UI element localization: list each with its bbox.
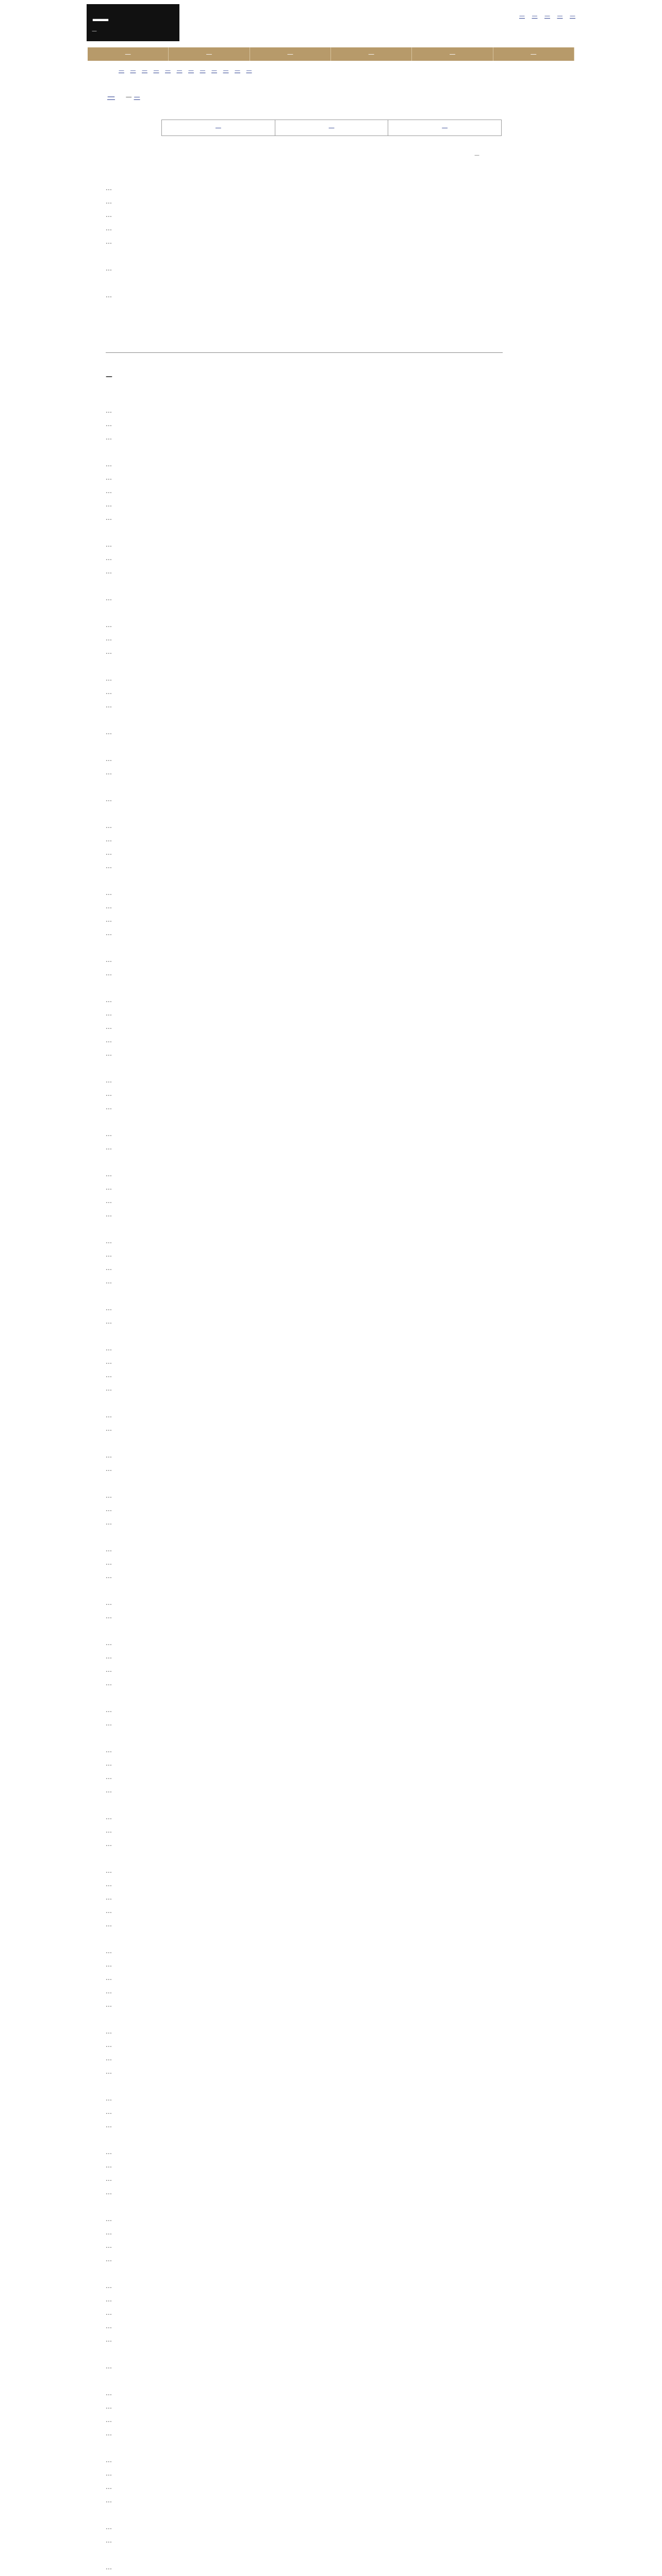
novel-title-line [107, 92, 551, 101]
body-line: … [106, 2309, 112, 2316]
body-line: … [106, 568, 112, 575]
body-line: … [106, 1988, 112, 1995]
body-blank-line [106, 2266, 534, 2279]
body-line: … [106, 675, 112, 682]
novel-menu-item-10[interactable]: — [223, 67, 229, 74]
body-blank-line [106, 1583, 534, 1596]
body-line: … [106, 688, 112, 696]
body-line: … [106, 1680, 112, 1687]
body-line: … [106, 2122, 112, 2129]
body-blank-line [106, 1690, 534, 1703]
body-blank-line [106, 1435, 534, 1449]
body-line: … [106, 1921, 112, 1928]
body-line: … [106, 1371, 112, 1379]
body-line: … [106, 769, 112, 776]
body-blank-line [106, 658, 534, 672]
section-title: — [106, 373, 112, 381]
body-line: … [106, 1814, 112, 1821]
body-line: … [106, 1706, 112, 1714]
body-line: … [106, 1197, 112, 1205]
body-line: … [106, 621, 112, 629]
body-blank-line [106, 2078, 534, 2092]
body-line: … [106, 2470, 112, 2477]
body-blank-line [106, 1851, 534, 1864]
novel-menu-item-6[interactable]: — [176, 67, 183, 74]
body-line: … [106, 2523, 112, 2531]
top-link-5[interactable]: — [570, 12, 575, 19]
nav-item-5[interactable]: — [412, 47, 493, 61]
body-line: … [106, 1090, 112, 1097]
body-blank-line [106, 739, 534, 752]
nav-item-6[interactable]: — [493, 47, 574, 61]
body-blank-line [106, 2199, 534, 2212]
body-line: … [106, 1961, 112, 1968]
toc-link[interactable]: — [275, 120, 389, 135]
body-line: … [106, 1452, 112, 1459]
body-blank-line [106, 1529, 534, 1543]
body-blank-line [106, 1328, 534, 1342]
body-blank-line [106, 712, 534, 725]
body-line: … [106, 2389, 112, 2397]
top-links [382, 12, 575, 19]
body-line: … [106, 1653, 112, 1660]
body-line: … [106, 2108, 112, 2115]
body-line: … [106, 1023, 112, 1030]
body-blank-line [106, 1476, 534, 1489]
body-line: … [106, 1358, 112, 1365]
chapter-nav [161, 120, 502, 136]
body-line: … [106, 1894, 112, 1901]
body-line: … [106, 2189, 112, 2196]
novel-menu-item-12[interactable]: — [246, 67, 252, 74]
body-line: … [106, 1104, 112, 1111]
body-line: … [106, 1787, 112, 1794]
novel-menu-item-7[interactable]: — [188, 67, 194, 74]
body-blank-line [106, 605, 534, 618]
body-line: … [106, 474, 112, 481]
logo-sub-text: — [92, 28, 97, 34]
body-line: … [106, 728, 112, 736]
body-line: … [106, 2282, 112, 2290]
divider [106, 352, 503, 353]
body-line: … [106, 836, 112, 843]
body-line: … [106, 1867, 112, 1874]
top-link-1[interactable]: — [519, 12, 525, 19]
next-chapter-link[interactable]: — [441, 124, 448, 131]
body-line: … [106, 2148, 112, 2156]
preface-line: … [106, 265, 112, 272]
body-line: … [106, 2483, 112, 2490]
body-line: … [106, 1613, 112, 1620]
body-blank-line [106, 444, 534, 457]
body-blank-line [106, 1623, 534, 1636]
body-line: … [106, 2363, 112, 2370]
main-nav [88, 47, 574, 61]
body-line: … [106, 2336, 112, 2343]
body-line: … [106, 1130, 112, 1138]
body-line: … [106, 1947, 112, 1955]
body-line: … [106, 1773, 112, 1781]
body-line: … [106, 2456, 112, 2464]
preface-line: … [106, 211, 112, 218]
body-line: … [106, 1572, 112, 1580]
body-line: … [106, 541, 112, 548]
novel-menu-item-4[interactable]: — [153, 67, 159, 74]
body-line: … [106, 2095, 112, 2102]
body-line: … [106, 1385, 112, 1392]
body-line: … [106, 1599, 112, 1606]
prev-chapter-link[interactable]: — [162, 120, 275, 135]
body-line: … [106, 554, 112, 562]
body-line: … [106, 1050, 112, 1057]
body-blank-line [106, 806, 534, 819]
body-line: … [106, 1077, 112, 1084]
body-line: … [106, 996, 112, 1004]
novel-menu [119, 67, 562, 74]
nav-item-3[interactable]: — [250, 47, 331, 61]
body-line: … [106, 2564, 112, 2571]
body-line: … [106, 2215, 112, 2223]
nav-item-4[interactable]: — [331, 47, 412, 61]
novel-title[interactable]: — [107, 92, 115, 101]
body-blank-line [106, 1395, 534, 1409]
body-line: … [106, 956, 112, 963]
body-line: … [106, 1760, 112, 1767]
body-line: … [106, 1264, 112, 1272]
page-indicator: — [474, 152, 479, 158]
body-line: … [106, 755, 112, 762]
body-line: … [106, 822, 112, 829]
body-line: … [106, 514, 112, 521]
body-line: … [106, 434, 112, 441]
preface-text [106, 181, 534, 302]
preface-line: … [106, 198, 112, 205]
novel-menu-item-1[interactable]: — [119, 67, 124, 74]
body-blank-line [106, 980, 534, 993]
body-line: … [106, 2296, 112, 2303]
top-link-2[interactable]: — [532, 12, 538, 19]
body-line: … [106, 501, 112, 508]
body-line: … [106, 1318, 112, 1325]
preface-line: … [106, 238, 112, 245]
body-line: … [106, 1412, 112, 1419]
body-blank-line [106, 873, 534, 886]
body-line: … [106, 2162, 112, 2169]
body-line: … [106, 702, 112, 709]
preface-line: … [106, 184, 112, 192]
body-line: … [106, 1840, 112, 1848]
body-blank-line [106, 1221, 534, 1234]
site-header [0, 0, 662, 46]
body-line: … [106, 1144, 112, 1151]
body-line: … [106, 1492, 112, 1499]
body-line: … [106, 1519, 112, 1526]
body-line: … [106, 2537, 112, 2544]
body-line: … [106, 1747, 112, 1754]
body-line: … [106, 1505, 112, 1513]
body-line: … [106, 1278, 112, 1285]
body-line: … [106, 862, 112, 870]
body-line: … [106, 2028, 112, 2035]
body-blank-line [106, 1114, 534, 1127]
body-line: … [106, 916, 112, 923]
body-line: … [106, 487, 112, 495]
nav-item-1[interactable]: — [88, 47, 169, 61]
body-line: … [106, 889, 112, 896]
body-line: … [106, 970, 112, 977]
body-line: … [106, 1425, 112, 1432]
body-line: … [106, 2323, 112, 2330]
body-line: … [106, 648, 112, 655]
body-line: … [106, 2055, 112, 2062]
body-blank-line [106, 2346, 534, 2360]
top-link-4[interactable]: — [557, 12, 563, 19]
body-line: … [106, 2430, 112, 2437]
body-line: … [106, 929, 112, 937]
body-blank-line [106, 578, 534, 591]
preface-blank-line [106, 275, 534, 289]
body-line: … [106, 795, 112, 803]
author-name[interactable]: — [134, 93, 140, 100]
body-line: … [106, 407, 112, 414]
body-line: … [106, 420, 112, 428]
body-line [106, 2574, 534, 2576]
body-line: … [106, 595, 112, 602]
novel-menu-item-5[interactable]: — [165, 67, 171, 74]
logo-main-text: — [92, 9, 110, 29]
body-line: … [106, 1880, 112, 1888]
body-line: … [106, 2497, 112, 2504]
novel-menu-item-11[interactable]: — [235, 67, 240, 74]
novel-menu-item-9[interactable]: — [211, 67, 217, 74]
body-line: … [106, 1345, 112, 1352]
novel-body [106, 404, 534, 2576]
body-line: … [106, 1907, 112, 1914]
body-line: … [106, 1639, 112, 1647]
body-line: … [106, 1238, 112, 1245]
body-line: … [106, 2041, 112, 2048]
body-blank-line [106, 2440, 534, 2453]
author-prefix: — [125, 93, 132, 100]
body-blank-line [106, 1730, 534, 1743]
body-line: … [106, 1211, 112, 1218]
body-line: … [106, 1546, 112, 1553]
body-line: … [106, 1251, 112, 1258]
body-line: … [106, 1559, 112, 1566]
body-line: … [106, 1465, 112, 1472]
body-blank-line [106, 940, 534, 953]
body-line: … [106, 2229, 112, 2236]
body-line: … [106, 1666, 112, 1673]
body-blank-line [106, 1288, 534, 1301]
body-blank-line [106, 1060, 534, 1074]
body-blank-line [106, 1931, 534, 1944]
author-line [126, 93, 140, 100]
body-blank-line [106, 779, 534, 792]
body-line: … [106, 2403, 112, 2410]
body-line: … [106, 2001, 112, 2008]
body-blank-line [106, 1154, 534, 1167]
body-line: … [106, 635, 112, 642]
body-line: … [106, 1827, 112, 1834]
body-line: … [106, 2175, 112, 2182]
preface-blank-line [106, 248, 534, 262]
body-blank-line [106, 1797, 534, 1810]
body-line: … [106, 2416, 112, 2424]
novel-menu-item-3[interactable]: — [142, 67, 147, 74]
body-blank-line [106, 524, 534, 538]
body-line: … [106, 1184, 112, 1191]
body-blank-line [106, 2373, 534, 2386]
nav-item-2[interactable]: — [169, 47, 250, 61]
body-blank-line [106, 2547, 534, 2561]
body-line: … [106, 1037, 112, 1044]
body-blank-line [106, 2507, 534, 2520]
body-line: … [106, 1720, 112, 1727]
novel-menu-item-2[interactable]: — [130, 67, 136, 74]
body-line: … [106, 1304, 112, 1312]
body-line: … [106, 1010, 112, 1017]
top-link-3[interactable]: — [544, 12, 550, 19]
novel-menu-item-8[interactable]: — [200, 67, 206, 74]
preface-line: … [106, 225, 112, 232]
body-line: … [106, 461, 112, 468]
body-line: … [106, 849, 112, 856]
body-line: … [106, 2068, 112, 2075]
body-blank-line [106, 2011, 534, 2025]
body-line: … [106, 903, 112, 910]
body-line: … [106, 1974, 112, 1981]
site-logo[interactable] [87, 4, 179, 41]
body-blank-line [106, 2132, 534, 2145]
body-line: … [106, 2242, 112, 2249]
preface-line: … [106, 292, 112, 299]
body-line: … [106, 2256, 112, 2263]
body-line: … [106, 1171, 112, 1178]
